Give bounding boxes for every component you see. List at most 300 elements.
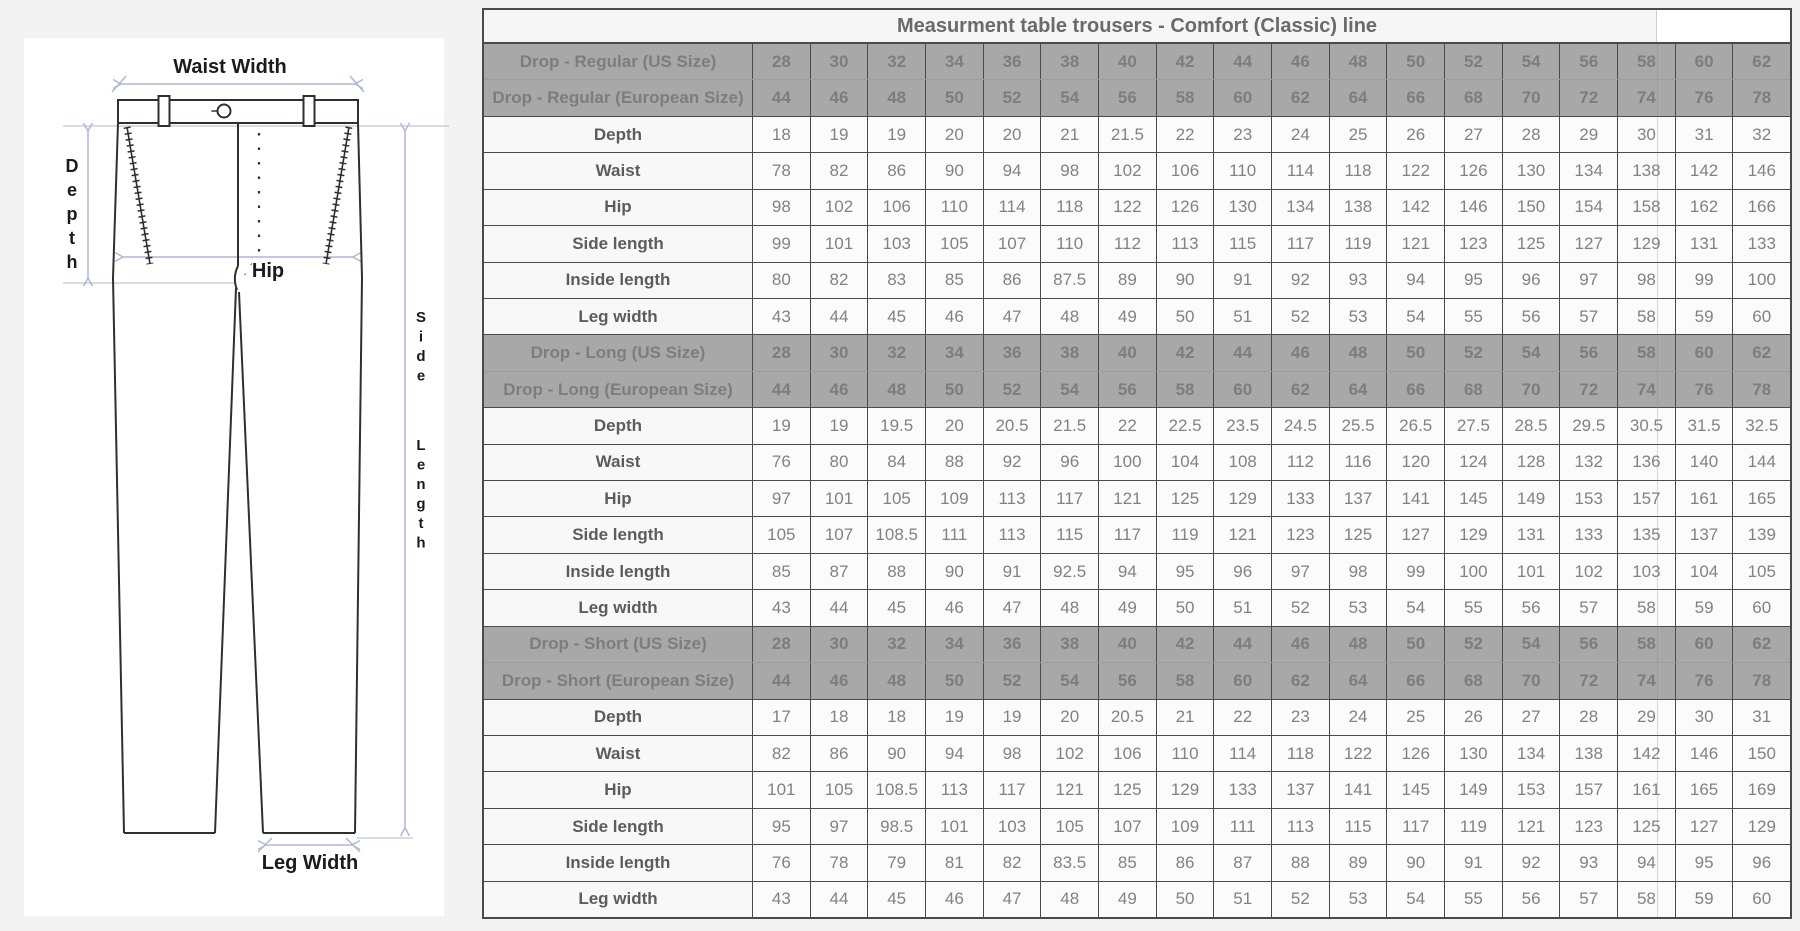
left-pocket-seam bbox=[127, 127, 150, 264]
measurement-value-cell: 107 bbox=[984, 226, 1042, 261]
measurement-value-cell: 130 bbox=[1503, 153, 1561, 188]
size-value-cell: 64 bbox=[1330, 80, 1388, 115]
size-value-cell: 66 bbox=[1387, 663, 1445, 698]
right-inseam bbox=[239, 292, 263, 833]
svg-text:h: h bbox=[66, 252, 78, 272]
size-value-cell: 62 bbox=[1752, 343, 1772, 363]
measurement-value-cell: 117 bbox=[1099, 517, 1157, 552]
measurement-value-cell: 28 bbox=[1503, 117, 1561, 152]
measurement-value-cell: 51 bbox=[1214, 299, 1272, 334]
measurement-value-cell: 106 bbox=[868, 190, 926, 225]
size-value-cell: 68 bbox=[1445, 372, 1503, 407]
measurement-value-cell: 51 bbox=[1214, 882, 1272, 917]
size-value-cell: 58 bbox=[1618, 44, 1676, 79]
measurement-value-cell: 104 bbox=[1157, 445, 1215, 480]
measurement-value-cell: 102 bbox=[811, 190, 869, 225]
svg-text:e: e bbox=[66, 180, 78, 200]
size-value-cell: 48 bbox=[1330, 335, 1388, 370]
measurement-value-cell: 109 bbox=[1157, 809, 1215, 844]
measurement-value-cell: 103 bbox=[868, 226, 926, 261]
measurement-value-cell: 98 bbox=[1041, 153, 1099, 188]
size-value-cell: 44 bbox=[753, 372, 811, 407]
measurement-value-cell: 102 bbox=[1099, 153, 1157, 188]
svg-text:i: i bbox=[418, 328, 424, 346]
measurement-value-cell: 31 bbox=[1676, 117, 1734, 152]
measurement-value-cell: 25.5 bbox=[1330, 408, 1388, 443]
size-value-cell: 72 bbox=[1560, 663, 1618, 698]
measurement-row bbox=[484, 882, 1790, 917]
measurement-value-cell: 82 bbox=[811, 263, 869, 298]
measurement-value-cell: 110 bbox=[926, 190, 984, 225]
measurement-value-cell: 57 bbox=[1560, 882, 1618, 917]
size-value-cell: 62 bbox=[1272, 80, 1330, 115]
svg-text:h: h bbox=[416, 534, 426, 552]
measurement-value-cell: 48 bbox=[1041, 299, 1099, 334]
waistband bbox=[118, 100, 358, 123]
measurement-value-cell: 81 bbox=[926, 845, 984, 880]
measurement-label: Depth bbox=[484, 117, 753, 152]
measurement-value-cell: 27 bbox=[1445, 117, 1503, 152]
measurement-value-cell: 90 bbox=[868, 736, 926, 771]
measurement-value-cell: 136 bbox=[1618, 445, 1676, 480]
measurement-value-cell: 83 bbox=[868, 263, 926, 298]
measurement-label: Leg width bbox=[484, 590, 753, 625]
measurement-value-cell: 20 bbox=[1041, 700, 1099, 735]
measurement-value-cell: 76 bbox=[753, 845, 811, 880]
size-value-cell: 30 bbox=[811, 627, 869, 662]
measurement-value-cell: 96 bbox=[1041, 445, 1099, 480]
measurement-value-cell: 119 bbox=[1330, 226, 1388, 261]
size-value-cell: 44 bbox=[1214, 44, 1272, 79]
measurement-value-cell: 19 bbox=[868, 117, 926, 152]
measurement-value-cell: 27.5 bbox=[1445, 408, 1503, 443]
measurement-value-cell: 125 bbox=[1099, 772, 1157, 807]
measurement-value-cell: 53 bbox=[1330, 882, 1388, 917]
size-value-cell: 58 bbox=[1618, 335, 1676, 370]
measurement-value-cell: 56 bbox=[1503, 299, 1561, 334]
measurement-value-cell: 90 bbox=[1157, 263, 1215, 298]
measurement-value-cell: 18 bbox=[811, 700, 869, 735]
size-value-cell: 68 bbox=[1445, 80, 1503, 115]
measurement-value-cell: 115 bbox=[1330, 809, 1388, 844]
measurement-value-cell: 57 bbox=[1560, 590, 1618, 625]
measurement-value-cell: 93 bbox=[1560, 845, 1618, 880]
size-header-row bbox=[484, 44, 1790, 80]
measurement-label: Side length bbox=[484, 226, 753, 261]
measurement-value-cell: 49 bbox=[1099, 882, 1157, 917]
measurement-row bbox=[484, 845, 1790, 881]
measurement-value-cell: 121 bbox=[1041, 772, 1099, 807]
size-value-cell: 76 bbox=[1676, 663, 1734, 698]
size-value-cell: 48 bbox=[1330, 627, 1388, 662]
measurement-value-cell: 157 bbox=[1618, 481, 1676, 516]
measurement-value-cell: 88 bbox=[1272, 845, 1330, 880]
measurement-value-cell: 129 bbox=[1747, 816, 1776, 836]
measurement-value-cell: 108.5 bbox=[868, 517, 926, 552]
measurement-value-cell: 113 bbox=[926, 772, 984, 807]
right-pocket-seam bbox=[326, 127, 349, 264]
measurement-value-cell: 161 bbox=[1618, 772, 1676, 807]
measurement-value-cell: 94 bbox=[926, 736, 984, 771]
measurement-value-cell: 54 bbox=[1387, 882, 1445, 917]
measurement-value-cell: 53 bbox=[1330, 299, 1388, 334]
measurement-value-cell: 82 bbox=[984, 845, 1042, 880]
measurement-value-cell: 99 bbox=[1676, 263, 1734, 298]
measurement-value-cell: 19 bbox=[984, 700, 1042, 735]
measurement-value-cell: 94 bbox=[984, 153, 1042, 188]
measurement-value-cell: 47 bbox=[984, 590, 1042, 625]
measurement-value-cell: 135 bbox=[1618, 517, 1676, 552]
measurement-value-cell: 145 bbox=[1445, 481, 1503, 516]
depth-label bbox=[66, 156, 79, 272]
measurement-value-cell: 97 bbox=[1560, 263, 1618, 298]
size-value-cell: 62 bbox=[1752, 51, 1772, 71]
size-value-cell: 32 bbox=[868, 335, 926, 370]
measurement-value-cell: 161 bbox=[1676, 481, 1734, 516]
measurement-value-cell: 50 bbox=[1157, 299, 1215, 334]
measurement-value-cell: 43 bbox=[753, 590, 811, 625]
trousers-outline bbox=[113, 96, 362, 833]
measurement-value-cell: 132 bbox=[1560, 445, 1618, 480]
measurement-value-cell: 57 bbox=[1560, 299, 1618, 334]
size-value-cell: 64 bbox=[1330, 372, 1388, 407]
size-value-cell: 52 bbox=[984, 372, 1042, 407]
svg-text:S: S bbox=[415, 309, 427, 326]
size-value-cell: 38 bbox=[1041, 44, 1099, 79]
measurement-value-cell: 107 bbox=[1099, 809, 1157, 844]
measurement-value-cell: 125 bbox=[1503, 226, 1561, 261]
size-value-cell: 72 bbox=[1560, 80, 1618, 115]
measurement-value-cell: 31.5 bbox=[1676, 408, 1734, 443]
measurement-value-cell: 119 bbox=[1445, 809, 1503, 844]
measurement-value-cell: 124 bbox=[1445, 445, 1503, 480]
measurement-row bbox=[484, 117, 1790, 153]
measurement-value-cell: 95 bbox=[753, 809, 811, 844]
measurement-row bbox=[484, 153, 1790, 189]
measurement-value-cell: 48 bbox=[1041, 882, 1099, 917]
size-value-cell: 46 bbox=[1272, 44, 1330, 79]
size-value-cell: 64 bbox=[1330, 663, 1388, 698]
size-value-cell: 48 bbox=[868, 80, 926, 115]
waist-width-label: Waist Width bbox=[173, 56, 287, 78]
measurement-value-cell: 95 bbox=[1445, 263, 1503, 298]
measurement-value-cell: 121 bbox=[1387, 226, 1445, 261]
measurement-value-cell: 50 bbox=[1157, 590, 1215, 625]
measurement-label: Hip bbox=[484, 481, 753, 516]
size-value-cell: 44 bbox=[753, 663, 811, 698]
measurement-value-cell: 113 bbox=[984, 481, 1042, 516]
measurement-value-cell: 117 bbox=[1387, 809, 1445, 844]
measurement-value-cell: 59 bbox=[1676, 590, 1734, 625]
size-value-cell: 44 bbox=[1214, 627, 1272, 662]
measurement-value-cell: 31 bbox=[1752, 707, 1772, 727]
size-value-cell: 38 bbox=[1041, 627, 1099, 662]
size-value-cell: 54 bbox=[1041, 663, 1099, 698]
table-title-row bbox=[484, 10, 1790, 44]
measurement-value-cell: 99 bbox=[753, 226, 811, 261]
title-row-empty-cell bbox=[1656, 10, 1790, 42]
measurement-value-cell: 85 bbox=[753, 554, 811, 589]
measurement-row bbox=[484, 226, 1790, 262]
dimension-arrows bbox=[63, 76, 449, 852]
measurement-value-cell: 134 bbox=[1272, 190, 1330, 225]
measurement-value-cell: 169 bbox=[1747, 780, 1776, 800]
measurement-value-cell: 29.5 bbox=[1560, 408, 1618, 443]
measurement-value-cell: 123 bbox=[1272, 517, 1330, 552]
svg-text:g: g bbox=[416, 495, 426, 513]
measurement-value-cell: 107 bbox=[811, 517, 869, 552]
size-value-cell: 76 bbox=[1676, 372, 1734, 407]
measurement-value-cell: 60 bbox=[1752, 306, 1772, 326]
measurement-value-cell: 95 bbox=[1157, 554, 1215, 589]
size-value-cell: 66 bbox=[1387, 80, 1445, 115]
measurement-value-cell: 20.5 bbox=[984, 408, 1042, 443]
measurement-value-cell: 22 bbox=[1099, 408, 1157, 443]
size-value-cell: 54 bbox=[1503, 44, 1561, 79]
measurement-value-cell: 165 bbox=[1676, 772, 1734, 807]
measurement-value-cell: 98 bbox=[1330, 554, 1388, 589]
measurement-value-cell: 116 bbox=[1330, 445, 1388, 480]
measurement-value-cell: 130 bbox=[1445, 736, 1503, 771]
measurement-value-cell: 19 bbox=[811, 408, 869, 443]
measurement-value-cell: 140 bbox=[1676, 445, 1734, 480]
measurement-value-cell: 122 bbox=[1330, 736, 1388, 771]
measurement-value-cell: 118 bbox=[1272, 736, 1330, 771]
measurement-value-cell: 101 bbox=[926, 809, 984, 844]
measurement-value-cell: 92 bbox=[1503, 845, 1561, 880]
size-value-cell: 56 bbox=[1560, 335, 1618, 370]
measurement-value-cell: 47 bbox=[984, 299, 1042, 334]
size-value-cell: 52 bbox=[984, 663, 1042, 698]
size-value-cell: 66 bbox=[1387, 372, 1445, 407]
measurement-value-cell: 85 bbox=[1099, 845, 1157, 880]
size-header-row bbox=[484, 335, 1790, 371]
measurement-value-cell: 134 bbox=[1503, 736, 1561, 771]
measurement-value-cell: 108.5 bbox=[868, 772, 926, 807]
measurement-value-cell: 30.5 bbox=[1618, 408, 1676, 443]
size-value-cell: 62 bbox=[1752, 634, 1772, 654]
measurement-value-cell: 120 bbox=[1387, 445, 1445, 480]
size-value-cell: 78 bbox=[1752, 379, 1772, 399]
measurement-value-cell: 98.5 bbox=[868, 809, 926, 844]
measurement-value-cell: 23.5 bbox=[1214, 408, 1272, 443]
measurement-value-cell: 47 bbox=[984, 882, 1042, 917]
measurement-value-cell: 18 bbox=[868, 700, 926, 735]
measurement-value-cell: 56 bbox=[1503, 590, 1561, 625]
size-value-cell: 46 bbox=[811, 372, 869, 407]
measurement-value-cell: 95 bbox=[1676, 845, 1734, 880]
size-value-cell: 46 bbox=[811, 663, 869, 698]
measurement-label: Inside length bbox=[484, 845, 753, 880]
measurement-value-cell: 78 bbox=[811, 845, 869, 880]
measurement-value-cell: 24 bbox=[1330, 700, 1388, 735]
measurement-value-cell: 89 bbox=[1330, 845, 1388, 880]
measurement-value-cell: 114 bbox=[984, 190, 1042, 225]
size-value-cell: 28 bbox=[753, 335, 811, 370]
size-value-cell: 58 bbox=[1157, 663, 1215, 698]
measurement-label: Side length bbox=[484, 517, 753, 552]
measurement-value-cell: 98 bbox=[1618, 263, 1676, 298]
measurement-value-cell: 18 bbox=[753, 117, 811, 152]
measurement-value-cell: 52 bbox=[1272, 299, 1330, 334]
size-value-cell: 52 bbox=[1445, 44, 1503, 79]
size-header-row bbox=[484, 80, 1790, 116]
size-value-cell: 52 bbox=[984, 80, 1042, 115]
measurement-value-cell: 110 bbox=[1157, 736, 1215, 771]
measurement-value-cell: 106 bbox=[1099, 736, 1157, 771]
size-value-cell: 38 bbox=[1041, 335, 1099, 370]
measurement-value-cell: 21.5 bbox=[1041, 408, 1099, 443]
measurement-value-cell: 87 bbox=[1214, 845, 1272, 880]
measurement-value-cell: 137 bbox=[1272, 772, 1330, 807]
measurement-value-cell: 141 bbox=[1387, 481, 1445, 516]
measurement-value-cell: 112 bbox=[1099, 226, 1157, 261]
measurement-value-cell: 28 bbox=[1560, 700, 1618, 735]
measurement-value-cell: 29 bbox=[1560, 117, 1618, 152]
measurement-value-cell: 126 bbox=[1157, 190, 1215, 225]
measurement-value-cell: 92 bbox=[984, 445, 1042, 480]
measurement-value-cell: 87 bbox=[811, 554, 869, 589]
measurement-value-cell: 53 bbox=[1330, 590, 1388, 625]
size-value-cell: 54 bbox=[1503, 627, 1561, 662]
size-header-row bbox=[484, 372, 1790, 408]
measurement-value-cell: 165 bbox=[1747, 488, 1776, 508]
size-header-label: Drop - Long (US Size) bbox=[484, 335, 753, 370]
measurement-value-cell: 85 bbox=[926, 263, 984, 298]
size-value-cell: 76 bbox=[1676, 80, 1734, 115]
size-header-label: Drop - Regular (US Size) bbox=[484, 44, 753, 79]
measurement-value-cell: 55 bbox=[1445, 590, 1503, 625]
measurement-value-cell: 32 bbox=[1752, 124, 1772, 144]
size-header-label: Drop - Regular (European Size) bbox=[484, 80, 753, 115]
measurement-value-cell: 80 bbox=[753, 263, 811, 298]
measurement-value-cell: 21 bbox=[1041, 117, 1099, 152]
measurement-value-cell: 26 bbox=[1387, 117, 1445, 152]
measurement-value-cell: 48 bbox=[1041, 590, 1099, 625]
svg-text:d: d bbox=[416, 348, 426, 365]
size-value-cell: 40 bbox=[1099, 335, 1157, 370]
size-value-cell: 40 bbox=[1099, 627, 1157, 662]
measurement-value-cell: 86 bbox=[868, 153, 926, 188]
size-value-cell: 60 bbox=[1214, 663, 1272, 698]
size-value-cell: 44 bbox=[1214, 335, 1272, 370]
svg-text:p: p bbox=[66, 204, 78, 224]
measurement-value-cell: 153 bbox=[1503, 772, 1561, 807]
measurement-value-cell: 26.5 bbox=[1387, 408, 1445, 443]
measurement-value-cell: 24 bbox=[1272, 117, 1330, 152]
measurement-value-cell: 142 bbox=[1387, 190, 1445, 225]
measurement-row bbox=[484, 408, 1790, 444]
measurement-value-cell: 76 bbox=[753, 445, 811, 480]
measurement-value-cell: 58 bbox=[1618, 882, 1676, 917]
measurement-value-cell: 113 bbox=[1272, 809, 1330, 844]
measurement-row bbox=[484, 736, 1790, 772]
measurement-value-cell: 121 bbox=[1503, 809, 1561, 844]
measurement-value-cell: 97 bbox=[811, 809, 869, 844]
measurement-value-cell: 150 bbox=[1747, 743, 1776, 763]
measurement-value-cell: 123 bbox=[1560, 809, 1618, 844]
right-outer-seam bbox=[355, 123, 362, 833]
measurement-value-cell: 90 bbox=[1387, 845, 1445, 880]
trousers-diagram-panel bbox=[0, 0, 482, 931]
measurement-value-cell: 60 bbox=[1752, 889, 1772, 909]
svg-text:n: n bbox=[416, 476, 426, 493]
measurement-value-cell: 105 bbox=[811, 772, 869, 807]
measurement-value-cell: 101 bbox=[811, 481, 869, 516]
measurement-value-cell: 19 bbox=[811, 117, 869, 152]
measurement-value-cell: 86 bbox=[1157, 845, 1215, 880]
measurement-value-cell: 19 bbox=[753, 408, 811, 443]
measurement-value-cell: 137 bbox=[1330, 481, 1388, 516]
size-value-cell: 62 bbox=[1272, 372, 1330, 407]
measurement-row bbox=[484, 809, 1790, 845]
measurement-value-cell: 123 bbox=[1445, 226, 1503, 261]
measurement-value-cell: 105 bbox=[753, 517, 811, 552]
measurement-row bbox=[484, 263, 1790, 299]
measurement-value-cell: 153 bbox=[1560, 481, 1618, 516]
measurement-value-cell: 91 bbox=[984, 554, 1042, 589]
measurement-value-cell: 91 bbox=[1214, 263, 1272, 298]
measurement-row bbox=[484, 445, 1790, 481]
size-value-cell: 46 bbox=[811, 80, 869, 115]
size-value-cell: 58 bbox=[1157, 372, 1215, 407]
size-value-cell: 48 bbox=[1330, 44, 1388, 79]
size-value-cell: 70 bbox=[1503, 80, 1561, 115]
measurement-value-cell: 86 bbox=[811, 736, 869, 771]
measurement-value-cell: 142 bbox=[1618, 736, 1676, 771]
measurement-value-cell: 60 bbox=[1752, 598, 1772, 618]
measurement-value-cell: 21 bbox=[1157, 700, 1215, 735]
measurement-value-cell: 97 bbox=[1272, 554, 1330, 589]
size-value-cell: 36 bbox=[984, 335, 1042, 370]
size-value-cell: 58 bbox=[1618, 627, 1676, 662]
size-value-cell: 32 bbox=[868, 627, 926, 662]
size-value-cell: 36 bbox=[984, 44, 1042, 79]
size-value-cell: 50 bbox=[1387, 44, 1445, 79]
measurement-value-cell: 96 bbox=[1214, 554, 1272, 589]
size-header-label: Drop - Short (US Size) bbox=[484, 627, 753, 662]
measurement-value-cell: 149 bbox=[1503, 481, 1561, 516]
measurement-value-cell: 113 bbox=[1157, 226, 1215, 261]
measurement-row bbox=[484, 190, 1790, 226]
measurement-value-cell: 79 bbox=[868, 845, 926, 880]
size-value-cell: 34 bbox=[926, 335, 984, 370]
measurement-row bbox=[484, 590, 1790, 626]
size-value-cell: 72 bbox=[1560, 372, 1618, 407]
size-value-cell: 42 bbox=[1157, 335, 1215, 370]
size-value-cell: 32 bbox=[868, 44, 926, 79]
measurement-value-cell: 32.5 bbox=[1745, 415, 1779, 435]
measurement-value-cell: 54 bbox=[1387, 299, 1445, 334]
measurement-value-cell: 119 bbox=[1157, 517, 1215, 552]
svg-text:e: e bbox=[416, 456, 426, 474]
measurement-value-cell: 58 bbox=[1618, 590, 1676, 625]
measurement-value-cell: 108 bbox=[1214, 445, 1272, 480]
measurement-value-cell: 96 bbox=[1503, 263, 1561, 298]
measurement-value-cell: 59 bbox=[1676, 882, 1734, 917]
measurement-value-cell: 113 bbox=[984, 517, 1042, 552]
measurement-value-cell: 133 bbox=[1747, 233, 1776, 253]
measurement-value-cell: 118 bbox=[1041, 190, 1099, 225]
measurement-value-cell: 100 bbox=[1445, 554, 1503, 589]
size-value-cell: 52 bbox=[1445, 335, 1503, 370]
measurement-value-cell: 45 bbox=[868, 590, 926, 625]
measurement-value-cell: 129 bbox=[1157, 772, 1215, 807]
measurement-value-cell: 30 bbox=[1618, 117, 1676, 152]
size-header-row bbox=[484, 663, 1790, 699]
measurement-value-cell: 128 bbox=[1503, 445, 1561, 480]
measurement-row bbox=[484, 299, 1790, 335]
